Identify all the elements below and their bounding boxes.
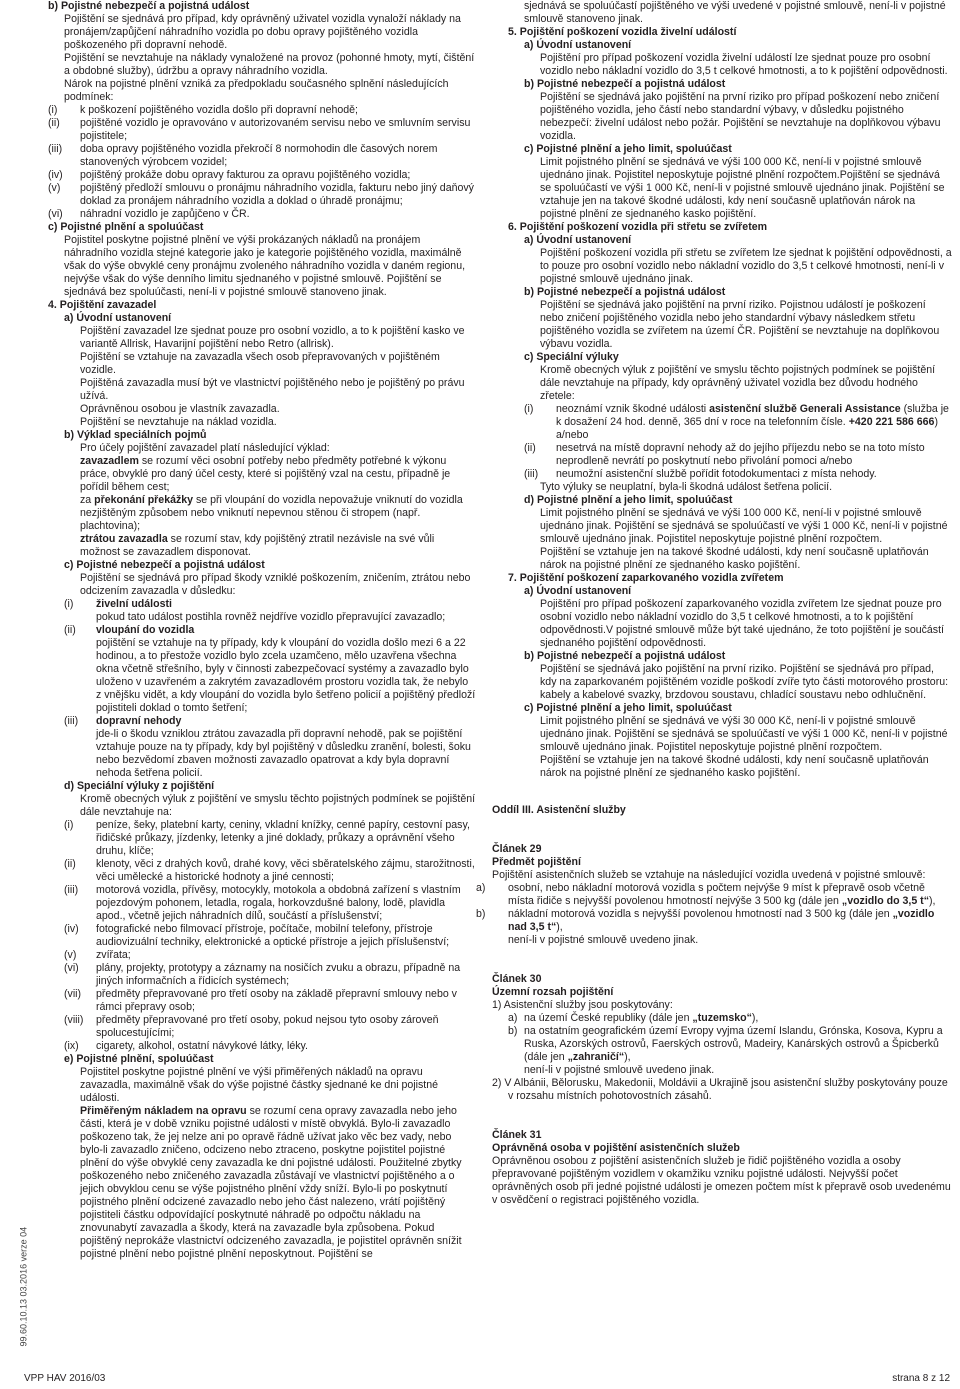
list-marker: (vii)	[64, 988, 82, 1000]
definition: zavazadlem se rozumí věci osobní potřeby nebo předměty potřebné k výkonu práce, obvyklé pro daný účel cesty, které si pojištěný vzal na cestu, případně je pořídil během cest;	[80, 455, 451, 493]
article-title: Územní rozsah pojištění	[492, 986, 614, 998]
article-number: Článek 29	[492, 843, 542, 855]
paragraph: Pojištění se sjednává pro případ, kdy oprávněný uživatel vozidla vynaloží náklady na pronájem/zapůjčení náhradního vozidla po dobu opravy pojištěného vozidla poškozeného při dopravní nehodě.	[64, 13, 461, 51]
list-item	[64, 988, 476, 1014]
paragraph: Pojištění se vztahuje jen na takové škodné události, kdy není současně uplatňován nárok na pojistné plnění ze sjednaného kasko pojištění.	[540, 754, 929, 779]
phone-number: +420 221 586 666	[848, 416, 935, 428]
list-text: pojištěný předloží smlouvu o pronájmu náhradního vozidla, fakturu nebo jiný daňový doklad za pronájem náhradního vozidla a doklad o úhradě pronájmu;	[80, 182, 474, 207]
list-item: (ii) nesetrvá na místě dopravní nehody až do jejího příjezdu nebo se na toto místo neprodleně nevrátí po poskytnutí nebo přivolání pomoci a/nebo	[524, 442, 925, 467]
section-3b	[48, 0, 476, 299]
section-heading: c) Pojistné plnění a spoluúčast	[48, 221, 204, 233]
paragraph: Pojištění se nevztahuje na náklady vynaložené na provoz (pohonné hmoty, mytí, čištění a obdobné služby), údržbu a opravy náhradního vozidla.	[64, 52, 475, 77]
list-item	[48, 117, 476, 143]
definition: za překonání překážky se při vloupání do vozidla nepovažuje vniknutí do vozidla nezjištěným způsobem nebo vniknutí nepevnou stěnou či stropem (např. plachtovina);	[80, 494, 463, 532]
list-item: (ii) vloupání do vozidla pojištění se vztahuje na ty případy, kdy k vloupání do vozidla došlo mezi 6 a 22 hodinou, a to přestože vozidlo bylo zcela uzamčeno, mělo uzavřena všechna okna včetně střešního, byly v činnosti zabezpečovací systémy a zavazadlo bylo uloženo v uzavřeném a zakrytém zavazadlovém prostoru vozidla tak, že nebylo z vnějšku vidět, a kdy vloupání do vozidla bylo šetřeno policií a pojištěný předloží pojistiteli doklad o tomto šetření;	[64, 624, 476, 714]
subsection-heading: d) Speciální výluky z pojištění	[64, 780, 215, 792]
paragraph: Pro účely pojištění zavazadel platí následující výklad:	[80, 442, 330, 454]
subsection-heading: c) Pojistné nebezpečí a pojistná událost	[64, 559, 265, 571]
paragraph: Pojištění pro případ poškození zaparkovaného vozidla zvířetem lze sjednat pouze pro osobní vozidlo nebo nákladní vozidlo do 3,5 t celkové hmotnosti, a to k pojištění odpovědnosti.V pojistné smlouvě může být také ujednáno, že toto pojištění je součástí sjednaného pojištění odpovědnosti.	[540, 598, 944, 649]
section-heading: b) Pojistné nebezpečí a pojistná událost	[48, 0, 250, 12]
subsection-heading: a) Úvodní ustanovení	[64, 312, 172, 324]
list-text: zvířata;	[96, 949, 131, 961]
paragraph: sjednává se spoluúčastí pojištěného ve výši uvedené v pojistné smlouvě, není-li v pojistné smlouvě stanoveno jinak.	[524, 0, 946, 25]
list-text: fotografické nebo filmovací přístroje, počítače, mobilní telefony, přístroje audiovizuální techniky, elektronické a optické přístroje a jejich příslušenství;	[96, 923, 450, 948]
list-marker: (v)	[64, 949, 77, 961]
document-code: 99.60.10.13 03.2016 verze 04	[18, 1226, 29, 1347]
paragraph: Pojištění se vztahuje jen na takové škodné události, kdy není současně uplatňován nárok na pojistné plnění ze sjednaného kasko pojištění.	[540, 546, 929, 571]
paragraph: Limit pojistného plnění se sjednává ve výši 30 000 Kč, není-li v pojistné smlouvě ujednáno jinak. Pojištění se sjednává se spoluúčastí ve výši 1 000 Kč, není-li v pojistné smlouvě ujednáno jinak. Pojistitel neposkytuje pojistné plnění rozpočtem.	[540, 715, 948, 753]
article-title: Předmět pojištění	[492, 856, 581, 868]
list-item	[48, 208, 476, 221]
list-text: cigarety, alkohol, ostatní návykové látky, léky.	[96, 1040, 308, 1052]
paragraph: Nárok na pojistné plnění vzniká za předpokladu současného splnění následujících podmínek:	[64, 78, 449, 103]
paragraph: Pojistitel poskytne pojistné plnění ve výši prokázaných nákladů na pronájem náhradního vozidla stejné kategorie jako je kategorie pojištěného vozidla, maximálně však do výše obvyklé ceny pronájmu zvoleného náhradního vozidla v daném regionu, nejvýše však do výše denního limitu sjednaného v pojistné smlouvě. Pojištění se sjednává bez spoluúčasti, není-li v pojistné smlouvě stanoveno jinak.	[64, 234, 466, 298]
paragraph: Limit pojistného plnění se sjednává ve výši 100 000 Kč, není-li v pojistné smlouvě ujednáno jinak. Pojistitel neposkytuje pojistné plnění rozpočtem.Pojištění se sjednává se spoluúčastí ve výši 1 000 Kč, není-li v pojistné smlouvě ujednáno jinak. Pojištění se vztahuje jen na takové škodné události, kdy není současně uplatňován nárok na pojistné plnění ze sjednaného kasko pojištění.	[540, 156, 945, 220]
paragraph: Pojištění se sjednává pro případ škody vzniklé poškozením, zničením, ztrátou nebo odcizením zavazadla v důsledku:	[80, 572, 471, 597]
subsection-heading: c) Speciální výluky	[524, 351, 619, 363]
paragraph: Oprávněnou osobou je vlastník zavazadla.	[80, 403, 280, 415]
paragraph: 2) V Albánii, Bělorusku, Makedonii, Moldávii a Ukrajině jsou asistenční služby poskytovány pouze v rozsahu místních pohotovostních zásahů.	[492, 1077, 948, 1102]
list-item	[64, 923, 476, 949]
list-marker: (viii)	[64, 1014, 84, 1026]
paragraph: Pojištění zavazadel lze sjednat pouze pro osobní vozidlo, a to k pojištění kasko ve variantě Allrisk, Havarijní pojištění nebo Retro (allrisk).	[80, 325, 465, 350]
list-item	[48, 182, 476, 208]
subsection-heading: b) Pojistné nebezpečí a pojistná událost	[524, 650, 726, 662]
subsection-heading: b) Pojistné nebezpečí a pojistná událost	[524, 286, 726, 298]
right-column	[476, 0, 952, 1207]
paragraph: Pojištění asistenčních služeb se vztahuje na následující vozidla uvedená v pojistné smlouvě:	[492, 869, 926, 881]
list-text: pojištěný prokáže dobu opravy fakturou za opravu pojištěného vozidla;	[80, 169, 411, 181]
list-item: (i) živelní události pokud tato událost postihla rovněž nejdříve vozidlo přepravující zavazadlo;	[64, 598, 446, 623]
list-text: motorová vozidla, přívěsy, motocykly, motokola a obdobná zařízení s vlastním pojezdovým pohonem, letadla, rogala, horkovzdušné balony, lodě, plavidla apod., včetně jejich náhradních dílů, součástí a příslušenství;	[96, 884, 461, 922]
list-item	[64, 949, 476, 962]
list-marker: (iv)	[64, 923, 79, 935]
footer-doc-id: VPP HAV 2016/03	[24, 1373, 106, 1384]
subsection-heading: a) Úvodní ustanovení	[524, 39, 632, 51]
list-text: předměty přepravované pro třetí osoby na základě přepravní smlouvy nebo v rámci přepravy osob;	[96, 988, 457, 1013]
list-text: peníze, šeky, platební karty, ceniny, vkladní knížky, cenné papíry, cestovní pasy, řidičské průkazy, jízdenky, letenky a jiné doklady, průkazy a oprávnění všeho druhu, klíče;	[96, 819, 470, 857]
article-title: Oprávněná osoba v pojištění asistenčních služeb	[492, 1142, 740, 1154]
paragraph: Pojištění pro případ poškození vozidla živelní událostí lze sjednat pouze pro osobní vozidlo nebo nákladní vozidlo do 3,5 t celkové hmotnosti, a to k pojištění odpovědnosti.	[540, 52, 948, 77]
list-text: k poškození pojištěného vozidla došlo při dopravní nehodě;	[80, 104, 358, 116]
subsection-heading: d) Pojistné plnění a jeho limit, spoluúčast	[524, 494, 733, 506]
left-column	[48, 0, 476, 1261]
paragraph: Pojištění se nevztahuje na náklad vozidla.	[80, 416, 277, 428]
paragraph: Pojištění poškození vozidla při střetu se zvířetem lze sjednat k pojištění odpovědnosti, a to pouze pro osobní vozidlo nebo nákladní vozidlo do 3,5 t celkové hmotnosti, není-li v pojistné smlouvě ujednáno jinak.	[540, 247, 952, 285]
subsection-heading: a) Úvodní ustanovení	[524, 585, 632, 597]
paragraph: Pojištění se vztahuje na zavazadla všech osob přepravovaných v pojištěném vozidle.	[80, 351, 440, 376]
list-item: a) osobní, nebo nákladní motorová vozidla s počtem nejvýše 9 míst k přepravě osob včetně místa řidiče s nejvyšší povolenou hmotností nejvýše 3 500 kg (dále jen „vozidlo do 3,5 t“),	[476, 882, 936, 907]
paragraph: Pojištění se sjednává jako pojištění na první riziko. Pojištění se sjednává pro případ, kdy na zaparkovaném pojištěném vozidle poškodí zvíře tyto části motorového prostoru: kabely a kabelové svazky, brzdovou soustavu, chladící soustavu nebo odhlučnění.	[540, 663, 949, 701]
list-text: doba opravy pojištěného vozidla překročí 8 normohodin dle časových norem stanovených výrobcem vozidel;	[80, 143, 438, 168]
paragraph: Kromě obecných výluk z pojištění ve smyslu těchto pojistných podmínek se pojištění dále nevztahuje na případy, kdy oprávněný uživatel vozidla bez důvodu hodného zřetele:	[540, 364, 936, 402]
list-item	[64, 858, 476, 884]
paragraph: Pojistitel poskytne pojistné plnění ve výši přiměřených nákladů na opravu zavazadla, maximálně však do výše pojistné částky sjednané ke dni pojistné události.	[80, 1066, 439, 1104]
list-marker: (ii)	[64, 858, 76, 870]
paragraph: Pojištěná zavazadla musí být ve vlastnictví pojištěného nebo je pojištěný po právu užívá.	[80, 377, 465, 402]
list-item	[64, 1014, 476, 1040]
paragraph: 1) Asistenční služby jsou poskytovány:	[492, 999, 673, 1011]
article-number: Článek 31	[492, 1129, 542, 1141]
list-item	[48, 143, 476, 169]
list-marker: (i)	[64, 819, 74, 831]
subsection-heading: b) Výklad speciálních pojmů	[64, 429, 207, 441]
section-heading: 6. Pojištění poškození vozidla při střetu se zvířetem	[508, 221, 768, 233]
paragraph: Tyto výluky se neuplatní, byla-li škodná událost šetřena policií.	[540, 481, 833, 493]
list-marker: (vi)	[48, 208, 63, 220]
paragraph: Kromě obecných výluk z pojištění ve smyslu těchto pojistných podmínek se pojištění dále nevztahuje na:	[80, 793, 476, 818]
paragraph: Oprávněnou osobou z pojištění asistenčních služeb je řidič pojištěného vozidla a osoby přepravované pojištěným vozidlem v okamžiku vzniku pojistné události. Nejvyšší počet oprávněných osob při jedné pojistné události je omezen počtem míst k přepravě osob uvedenému v osvědčení o registraci pojištěného vozidla.	[492, 1155, 951, 1206]
section-heading: 5. Pojištění poškození vozidla živelní událostí	[508, 26, 737, 38]
subsection-heading: c) Pojistné plnění a jeho limit, spoluúčast	[524, 702, 732, 714]
list-item	[64, 1040, 476, 1053]
list-item	[48, 169, 476, 182]
list-marker: (ii)	[48, 117, 60, 129]
list-marker: (ix)	[64, 1040, 79, 1052]
list-item: (iii) neumožní asistenční službě pořídit fotodokumentaci z místa nehody.	[524, 468, 877, 480]
list-text: předměty přepravované pro třetí osoby, pokud nejsou tyto osoby zároveň spolucestujícími;	[96, 1014, 439, 1039]
part-heading: Oddíl III. Asistenční služby	[492, 804, 626, 816]
article-number: Článek 30	[492, 973, 542, 985]
paragraph: Pojištění se sjednává jako pojištění na první riziko pro případ poškození nebo zničení pojištěného vozidla, jeho částí nebo standardní výbavy, v důsledku pojistného nebezpečí: živelní událost nebo požár. Pojištění se nevztahuje na doplňkovou výbavu vozidla.	[540, 91, 941, 142]
list-item	[64, 962, 476, 988]
list-marker: (vi)	[64, 962, 79, 974]
list-text: náhradní vozidlo je zapůjčeno v ČR.	[80, 208, 250, 220]
section-heading: 7. Pojištění poškození zaparkovaného vozidla zvířetem	[508, 572, 784, 584]
list-item: b) nákladní motorová vozidla s nejvyšší povolenou hmotností nad 3 500 kg (dále jen „vozidlo nad 3,5 t“), není-li v pojistné smlouvě uvedeno jinak.	[476, 908, 935, 946]
paragraph: Pojištění se sjednává jako pojištění na první riziko. Pojistnou událostí je poškození nebo zničení pojištěného vozidla nebo jeho standardní výbavy následkem střetu pojištěného vozidla se zvířetem na území ČR. Pojištění se nevztahuje na doplňkovou výbavu vozidla.	[540, 299, 940, 350]
list-marker: (iii)	[64, 884, 79, 896]
exclusions-list	[64, 819, 476, 1053]
section-heading: 4. Pojištění zavazadel	[48, 299, 157, 311]
list-item	[64, 819, 476, 858]
page-number: strana 8 z 12	[892, 1373, 950, 1384]
list-marker: (i)	[48, 104, 58, 116]
list-marker: (iii)	[48, 143, 63, 155]
section-4	[48, 312, 476, 1261]
list-marker: (iv)	[48, 169, 63, 181]
list-text: pojištěné vozidlo je opravováno v autorizovaném servisu nebo ve smluvním servisu pojistitele;	[80, 117, 471, 142]
list-item	[64, 884, 476, 923]
list-item: (iii) dopravní nehody jde-li o škodu vzniklou ztrátou zavazadla při dopravní nehodě, pak se pojištění vztahuje pouze na ty případy, kdy byl pojištěný v důsledku zranění, bolesti, šoku nebo bezvědomí zbaven možnosti zavazadlo opatrovat a kdy byla dopravní nehoda šetřena policií.	[64, 715, 471, 779]
subsection-heading: b) Pojistné nebezpečí a pojistná událost	[524, 78, 726, 90]
list-marker: (v)	[48, 182, 61, 194]
definition: ztrátou zavazadla se rozumí stav, kdy pojištěný ztratil nezávisle na své vůli možnost se zavazadlem disponovat.	[80, 533, 435, 558]
list-item	[48, 104, 476, 117]
conditions-list	[48, 104, 476, 221]
list-item: b) na ostatním geografickém území Evropy vyjma území Islandu, Grónska, Kosova, Kypru a Ruska, Azorských ostrovů, Faerských ostrovů, Madeiry, Kanárských ostrovů a Špicberků (dále jen „zahraničí“),	[508, 1025, 943, 1063]
list-text: klenoty, věci z drahých kovů, drahé kovy, věci sběratelského zájmu, starožitnosti, věci umělecké a historické hodnoty a jiné cennosti;	[96, 858, 475, 883]
subsection-heading: c) Pojistné plnění a jeho limit, spoluúčast	[524, 143, 732, 155]
list-item: a) na území České republiky (dále jen „tuzemsko“),	[508, 1012, 759, 1024]
paragraph: není-li v pojistné smlouvě uvedeno jinak.	[524, 1064, 715, 1076]
list-text: plány, projekty, prototypy a záznamy na nosičích zvuku a obrazu, případně na jiných informačních a řídicích systémech;	[96, 962, 461, 987]
paragraph: Limit pojistného plnění se sjednává ve výši 100 000 Kč, není-li v pojistné smlouvě ujednáno jinak. Pojištění se sjednává se spoluúčastí ve výši 1 000 Kč, není-li v pojistné smlouvě ujednáno jinak. Pojistitel neposkytuje pojistné plnění rozpočtem.	[540, 507, 948, 545]
subsection-heading: a) Úvodní ustanovení	[524, 234, 632, 246]
paragraph: Přiměřeným nákladem na opravu se rozumí cena opravy zavazadla nebo jeho části, která je v době vzniku pojistné události v místě obvyklá. Bylo-li zavazadlo poškozeno tak, že jej nelze ani po opravě řádně užívat jako věc bez vady, nebo bylo-li zavazadlo zničeno, odcizeno nebo ztraceno, poskytne pojistitel pojistné plnění do výše obvyklé ceny zavazadla ke dni pojistné události. Použitelné zbytky poškozeného nebo zničeného zavazadla zůstávají ve vlastnictví pojištěného a o jejich obvyklou cenu se výše pojistného plnění vždy sníží. Bylo-li po poskytnutí pojistného plnění odcizené zavazadlo nebo jeho část nalezeno, vrátí pojištěný pojistiteli částku odpovídající poskytnuté náhradě po odpočtu nákladu na znovunabytí zavazadla a škody, která na zavazadle byla způsobena. Pokud pojištěný neprokáže vlastnictví odcizeného zavazadla, je pojistitel oprávněn snížit pojistné plnění nebo pojistné plnění neposkytnout. Pojištění se	[80, 1105, 462, 1260]
list-item: (i) neoznámí vznik škodné události asistenční službě Generali Assistance (služba je k dosažení 24 hod. denně, 365 dní v roce na telefonním čísle. +420 221 586 666) a/nebo	[524, 403, 949, 441]
subsection-heading: e) Pojistné plnění, spoluúčast	[64, 1053, 214, 1065]
